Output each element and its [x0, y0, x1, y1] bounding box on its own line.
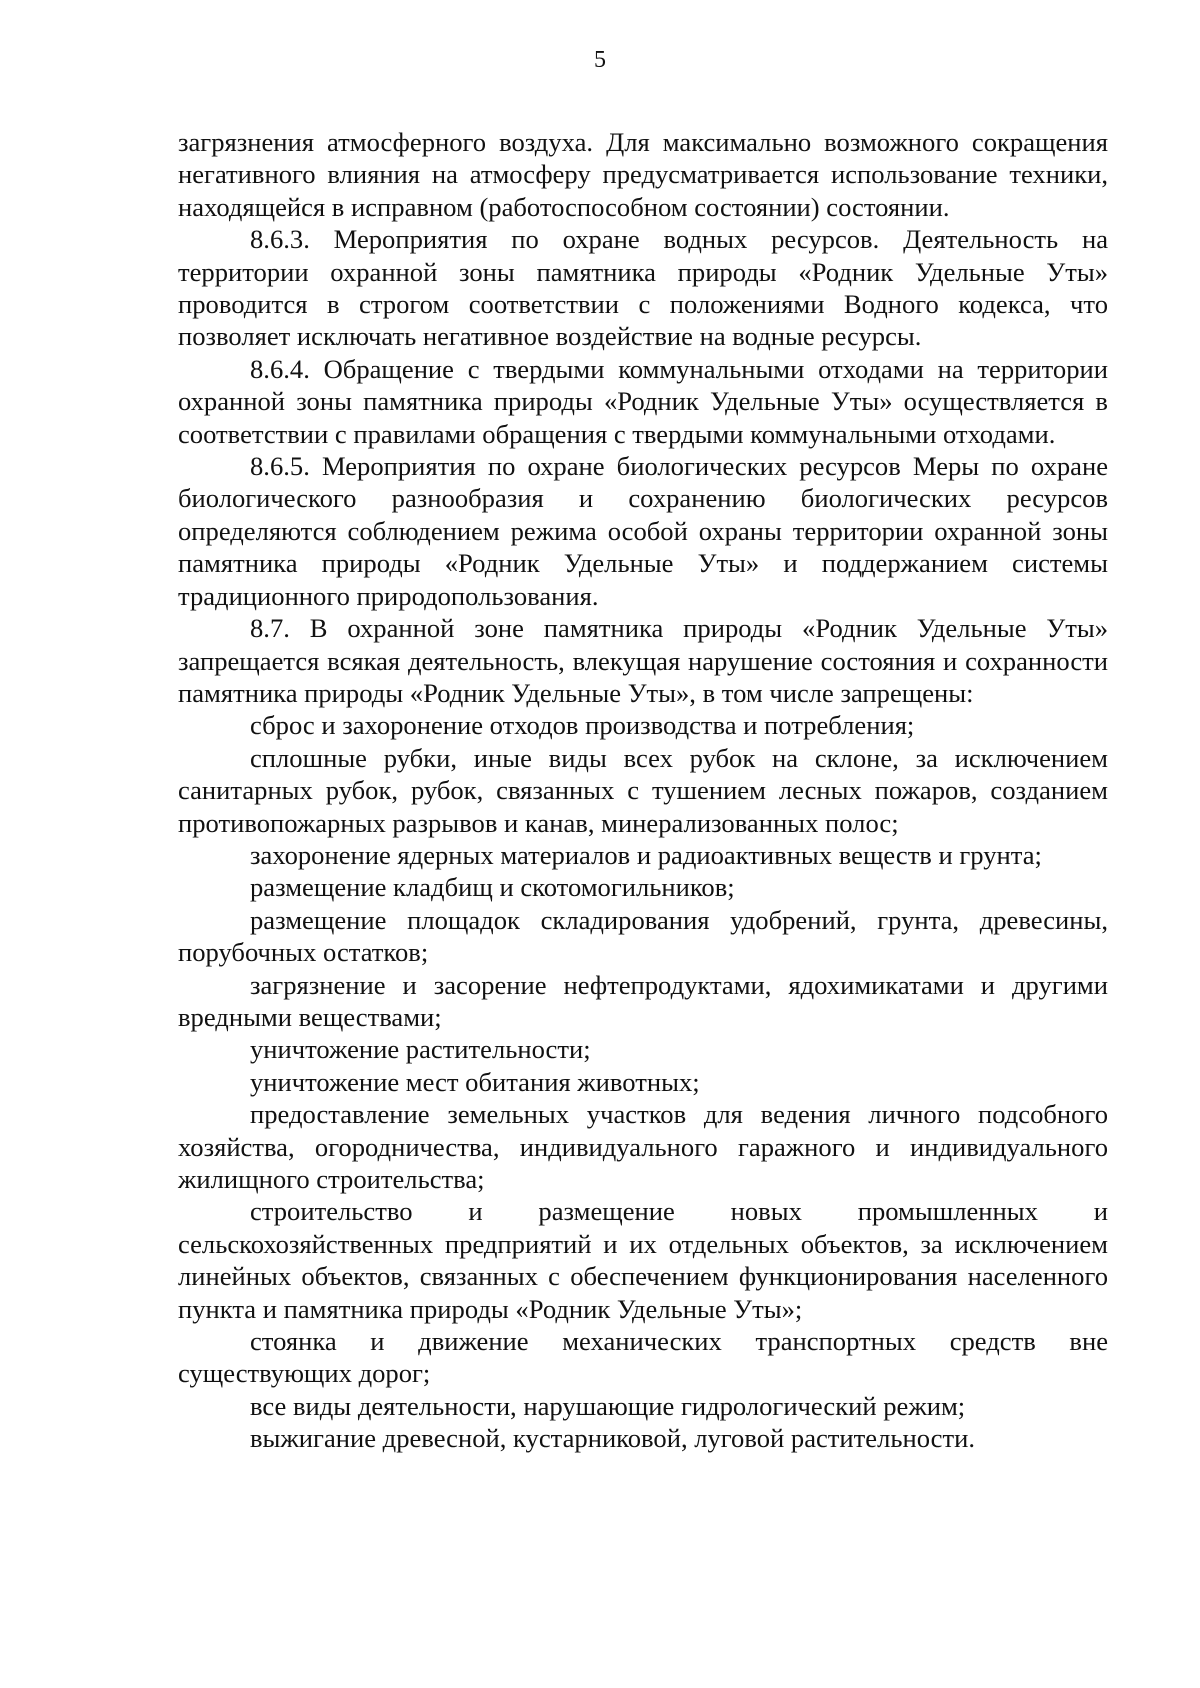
- list-item-prohibition: все виды деятельности, нарушающие гидрологический режим;: [250, 1390, 966, 1421]
- paragraph-8-6-3: 8.6.3. Мероприятия по охране водных ресурсов. Деятельность на территории охранной зоны памятника природы «Родник Удельные Уты» проводится в строгом соответствии с положениями Водного кодекса, что позволяет исключать негативное воздействие на водные ресурсы.: [178, 224, 1108, 352]
- list-item-prohibition: уничтожение растительности;: [250, 1034, 591, 1065]
- list-item-prohibition: стоянка и движение механических транспортных средств вне существующих дорог;: [178, 1326, 1108, 1389]
- list-item-prohibition: строительство и размещение новых промышленных и сельскохозяйственных предприятий и их отдельных объектов, за исключением линейных объектов, связанных с обеспечением функционирования населенного пункта и памятника природы «Родник Удельные Уты»;: [178, 1196, 1108, 1324]
- paragraph-8-6-4: 8.6.4. Обращение с твердыми коммунальными отходами на территории охранной зоны памятника природы «Родник Удельные Уты» осуществляется в соответствии с правилами обращения с твердыми коммунальными отходами.: [178, 353, 1108, 449]
- paragraph-continuation: загрязнения атмосферного воздуха. Для максимально возможного сокращения негативного влияния на атмосферу предусматривается использование техники, находящейся в исправном (работоспособном состоянии) состоянии.: [178, 127, 1108, 222]
- list-item-prohibition: сплошные рубки, иные виды всех рубок на склоне, за исключением санитарных рубок, рубок, связанных с тушением лесных пожаров, созданием противопожарных разрывов и канав, минерализованных полос;: [178, 742, 1108, 838]
- page-body: [178, 126, 1108, 1455]
- paragraph-8-7: 8.7. В охранной зоне памятника природы «Родник Удельные Уты» запрещается всякая деятельность, влекущая нарушение состояния и сохранности памятника природы «Родник Удельные Уты», в том числе запрещены:: [178, 613, 1108, 708]
- list-item-prohibition: уничтожение мест обитания животных;: [250, 1066, 700, 1097]
- list-item-prohibition: загрязнение и засорение нефтепродуктами, ядохимикатами и другими вредными веществами;: [178, 969, 1108, 1032]
- paragraph-8-6-5: 8.6.5. Мероприятия по охране биологических ресурсов Меры по охране биологического разнообразия и сохранению биологических ресурсов определяются соблюдением режима особой охраны территории охранной зоны памятника природы «Родник Удельные Уты» и поддержанием системы традиционного природопользования.: [178, 451, 1108, 611]
- list-item-prohibition: предоставление земельных участков для ведения личного подсобного хозяйства, огородничества, индивидуального гаражного и индивидуального жилищного строительства;: [178, 1099, 1108, 1194]
- page-number: 5: [594, 47, 606, 73]
- list-item-prohibition: размещение площадок складирования удобрений, грунта, древесины, порубочных остатков;: [178, 904, 1108, 968]
- list-item-prohibition: размещение кладбищ и скотомогильников;: [250, 872, 735, 903]
- list-item-prohibition: сброс и захоронение отходов производства и потребления;: [250, 710, 915, 741]
- list-item-prohibition: выжигание древесной, кустарниковой, луговой растительности.: [250, 1423, 975, 1454]
- list-item-prohibition: захоронение ядерных материалов и радиоактивных веществ и грунта;: [250, 839, 1042, 870]
